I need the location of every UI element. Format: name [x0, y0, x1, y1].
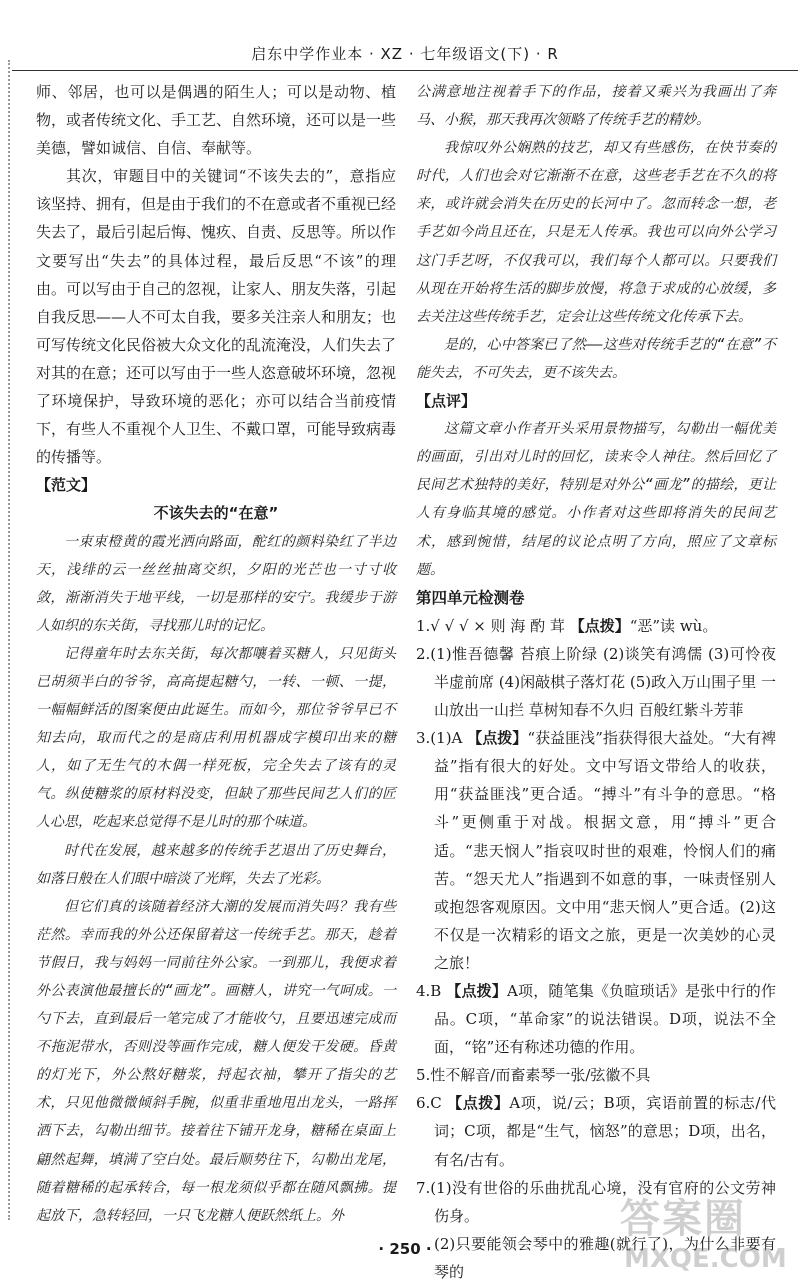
- binding-margin-marks: [8, 60, 16, 1220]
- answer-item-7: 7.(1)没有世俗的乐曲扰乱心境，没有官府的公文劳神伤身。: [416, 1178, 776, 1225]
- essay-paragraph: 是的，心中答案已了然——这些对传统手艺的“在意”不能失去，不可失去，更不该失去。: [416, 336, 776, 381]
- unit-test-title: 第四单元检测卷: [416, 588, 525, 607]
- answer-text: 1.√ √ √ × 则 海 酌 茸: [416, 616, 570, 635]
- left-column: [36, 78, 396, 1230]
- page-number: · 250 ·: [378, 1240, 432, 1258]
- hint-tag: 【点拨】: [446, 982, 508, 1000]
- watermark-logo: 答案圈: [620, 1196, 746, 1242]
- paragraph: 师、邻居，也可以是偶遇的陌生人；可以是动物、植物，或者传统文化、手工艺、自然环境，还可以是一些美德，譬如诚信、自信、奉献等。: [36, 83, 397, 158]
- answer-text: 6.C: [416, 1094, 448, 1113]
- answer-item-7-part-2: (2)只要能领会琴中的雅趣(就行了)，为什么非要有琴的: [434, 1234, 776, 1281]
- essay-title: 不该失去的“在意”: [153, 504, 279, 523]
- hint-tag: 【点拨】: [447, 1094, 510, 1113]
- essay-paragraph: 公满意地注视着手下的作品，接着又乘兴为我画出了奔马、小猴，那天我再次领略了传统手艺的精妙。: [416, 84, 776, 129]
- paragraph: 其次，审题目中的关键词“不该失去的”，意指应该坚持、拥有，但是由于我们的不在意或者不重视已经失去了，最后引起后悔、愧疚、自责、反思等。所以作文要写出“失去”的具体过程，最后反思“不该”的理由。可以写由于自己的忽视，让家人、朋友失落，引起自我反思——人不可太自我，要多关注亲人和朋友；也可写传统文化民俗被大众文化的乱流淹没，人们失去了对其的在意；还可以写由于一些人恣意破坏环境，忽视了环境保护，导致环境的恶化；亦可以结合当前疫情下，有些人不重视个人卫生、不戴口罩，可能导致病毒的传播等。: [36, 167, 397, 467]
- essay-paragraph: 我惊叹外公娴熟的技艺，却又有些感伤，在快节奏的时代，人们也会对它渐渐不在意，这些老手艺在不久的将来，或许就会消失在历史的长河中了。忽而转念一想，老手艺如今尚且还在，只是无人传承。我也可以向外公学习这门手艺呀，不仅我可以，我们每个人都可以。只要我们从现在开始将生活的脚步放慢，将急于求成的心放缓，多去关注这些传统手艺，定会让这些传统文化传承下去。: [416, 140, 776, 325]
- answer-text: A项，说/云；B项，宾语前置的标志/代词；C项，都是“生气，恼怒”的意思；D项，出名，有名/古有。: [434, 1094, 776, 1169]
- answer-text: A项，随笔集《负暄琐话》是张中行的作品。C项，“革命家”的说法错误。D项，说法不全面，“铭”还有称述功德的作用。: [434, 982, 776, 1057]
- essay-paragraph: 但它们真的该随着经济大潮的发展而消失吗？我有些茫然。幸而我的外公还保留着这一传统手艺。那天，趁着节假日，我与妈妈一同前往外公家。一到那儿，我便求着外公表演他最擅长的“画龙”。画糖人，讲究一气呵成。一勺下去，直到最后一笔完成了才能收勺，且要迅速完成而不拖泥带水，否则没等画作完成，糖人便发干发硬。昏黄的灯光下，外公熬好糖浆，捋起衣袖，攀开了指尖的艺术，只见他微微倾斜手腕，似重非重地甩出龙头，一路挥洒下去，勾勒出细节。接着往下铺开龙身，糖稀在桌面上翩然起舞，填满了空白处。最后顺势往下，勾勒出龙尾，随着糖稀的起承转合，每一根龙须似乎都在随风飘拂。提起放下，急转轻回，一只飞龙糖人便跃然纸上。外: [36, 898, 396, 1224]
- essay-paragraph: 时代在发展，越来越多的传统手艺退出了历史舞台，如落日般在人们眼中暗淡了光辉，失去了光彩。: [36, 842, 396, 887]
- section-tag-fanwen: 【范文】: [36, 476, 97, 495]
- answer-item-2: 2.(1)惟吾德馨 苔痕上阶绿 (2)谈笑有鸿儒 (3)可怜夜半虚前席 (4)闲敲棋子落灯花 (5)政入万山围子里 一山放出一山拦 草树知春不久归 百般红紫斗芳菲: [416, 644, 776, 720]
- hint-tag: 【点拨】: [467, 729, 528, 748]
- essay-paragraph: 一束束橙黄的霞光洒向路面，酡红的颜料染红了半边天，浅绯的云一丝丝抽离交织，夕阳的光芒也一寸寸收敛，渐渐消失于地平线，一切是那样的安宁。我缓步于游人如织的东关街，寻找那儿时的记忆。: [36, 533, 396, 634]
- answer-text: 4.B: [416, 982, 447, 1000]
- answer-item-5: 5.性不解音/而畜素琴一张/弦徽不具: [416, 1066, 651, 1085]
- answer-text: 3.(1)A: [416, 729, 468, 748]
- hint-tag: 【点拨】: [569, 616, 630, 635]
- section-tag-dianping: 【点评】: [416, 392, 477, 411]
- comment-paragraph: 这篇文章小作者开头采用景物描写，勾勒出一幅优美的画面，引出对儿时的回忆，读来令人神往。然后回忆了民间艺术独特的美好，特别是对外公“画龙”的描绘，更让人有身临其境的感觉。小作者对这些即将消失的民间艺术，感到惋惜，结尾的议论点明了方向，照应了文章标题。: [416, 421, 776, 578]
- answer-item-3: [416, 724, 776, 977]
- answer-item-1: [416, 612, 776, 640]
- watermark-url: MXQE.COM: [624, 1244, 787, 1274]
- essay-paragraph: 记得童年时去东关街，每次都嚷着买糖人，只见街头已胡须半白的爷爷，高高提起糖勺，一转、一顿、一提，一幅幅鲜活的图案便由此诞生。而如今，那位爷爷早已不知去向，取而代之的是商店利用机器成字模印出来的糖人，如了无生气的木偶一样死板，完全失去了该有的灵气。纵使糖浆的原材料没变，但缺了那些民间艺人们的匠人心思，吃起来总觉得不是儿时的那个味道。: [36, 645, 396, 831]
- answer-text: “恶”读 wù。: [629, 616, 718, 635]
- header-divider: [12, 70, 798, 71]
- answer-text: “获益匪浅”指获得很大益处。“大有裨益”指有很大的好处。文中写语文带给人的收获，用“获益匪浅”更合适。“搏斗”有斗争的意思。“格斗”更侧重于对战。根据文意，用“搏斗”更合适。“悲天悯人”指哀叹时世的艰难，怜悯人们的痛苦。“怨天尤人”指遇到不如意的事，一味责怪别人或抱怨客观原因。文中用“悲天悯人”更合适。(2)这不仅是一次精彩的语文之旅，更是一次美妙的心灵之旅！: [434, 729, 776, 972]
- page-header: 启东中学作业本 · XZ · 七年级语文(下) · R: [251, 45, 559, 63]
- answer-item-6: [416, 1089, 776, 1173]
- watermark: [620, 1196, 800, 1276]
- right-column: [416, 78, 776, 1286]
- answer-item-4: [416, 977, 776, 1061]
